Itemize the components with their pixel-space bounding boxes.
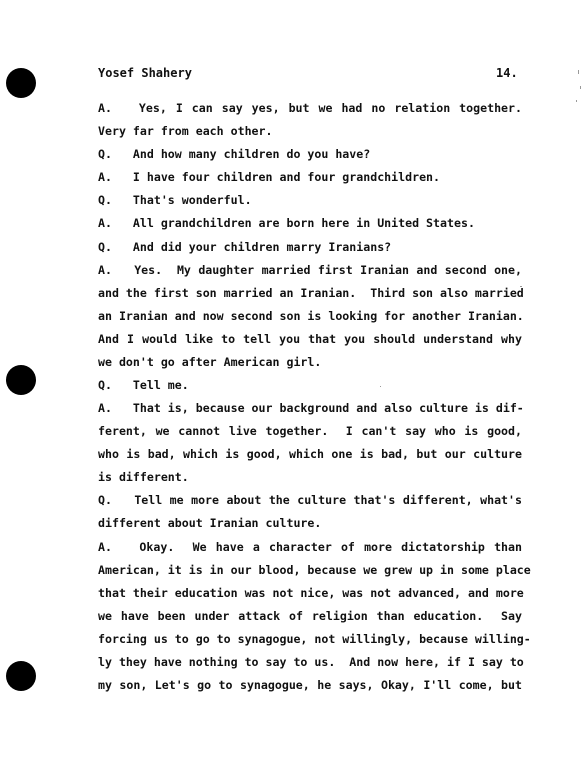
transcript-line: American, it is in our blood, because we grew up in some place <box>98 563 531 577</box>
scan-speck <box>578 70 579 74</box>
transcript-line: A. Yes, I can say yes, but we had no relation together. <box>98 101 522 115</box>
transcript-line: Q. Tell me. <box>98 378 189 392</box>
transcript-line: Q. And how many children do you have? <box>98 147 371 161</box>
punch-hole-bottom <box>6 661 36 691</box>
transcript-line: A. Okay. We have a character of more dictatorship than <box>98 540 522 554</box>
transcript-line: A. Yes. My daughter married first Iranian and second one, <box>98 263 522 277</box>
punch-hole-top <box>6 68 36 98</box>
scan-speck <box>576 100 577 102</box>
transcript-line: that their education was not nice, was not advanced, and more <box>98 586 524 600</box>
transcript-line: Q. That's wonderful. <box>98 193 252 207</box>
transcript-line: we have been under attack of religion than education. Say <box>98 609 522 623</box>
transcript-line: A. All grandchildren are born here in United States. <box>98 216 475 230</box>
transcript-line: an Iranian and now second son is looking for another Iranian. <box>98 309 524 323</box>
transcript-line: is different. <box>98 470 189 484</box>
transcript-line: Very far from each other. <box>98 124 273 138</box>
transcript-line: And I would like to tell you that you should understand why <box>98 332 522 346</box>
transcript-line: my son, Let's go to synagogue, he says, Okay, I'll come, but <box>98 678 522 692</box>
transcript-line: ly they have nothing to say to us. And now here, if I say to <box>98 655 524 669</box>
transcript-line: Q. Tell me more about the culture that's different, what's <box>98 493 522 507</box>
transcript-line: who is bad, which is good, which one is bad, but our culture <box>98 447 522 461</box>
scan-speck <box>580 86 581 89</box>
transcript-line: ferent, we cannot live together. I can't say who is good, <box>98 424 522 438</box>
page-number: 14. <box>496 66 518 80</box>
transcript-line: we don't go after American girl. <box>98 355 322 369</box>
transcript-line: different about Iranian culture. <box>98 516 322 530</box>
transcript-line: and the first son married an Iranian. Third son also married <box>98 286 524 300</box>
punch-hole-middle <box>6 365 36 395</box>
transcript-line: forcing us to go to synagogue, not willingly, because willing- <box>98 632 531 646</box>
transcript-line: Q. And did your children marry Iranians? <box>98 240 392 254</box>
transcript-line: A. I have four children and four grandchildren. <box>98 170 441 184</box>
transcript-line: A. That is, because our background and also culture is dif- <box>98 401 524 415</box>
interviewee-name: Yosef Shahery <box>98 66 192 80</box>
